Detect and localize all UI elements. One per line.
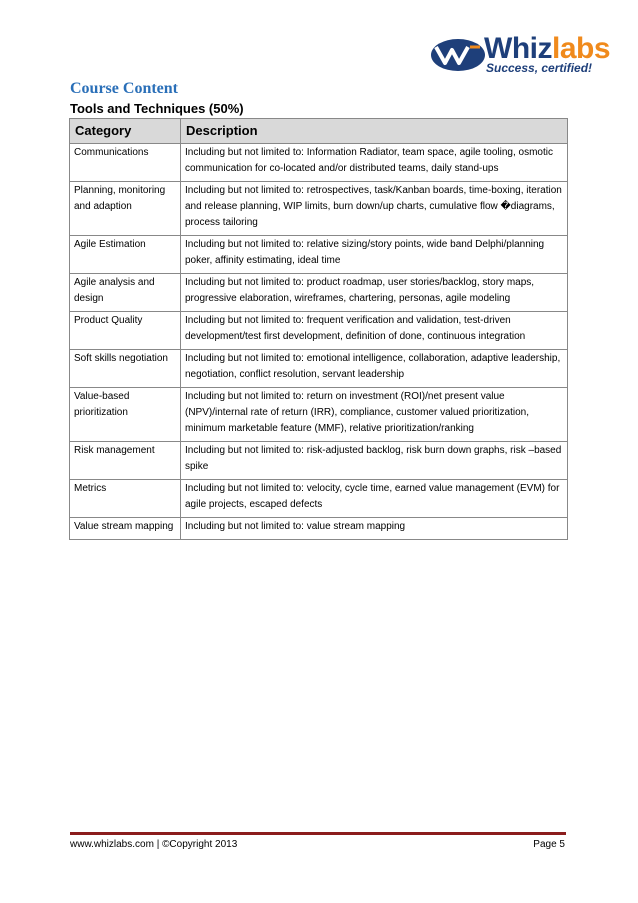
section-title: Tools and Techniques (50%) xyxy=(70,101,244,116)
row-category: Metrics xyxy=(70,480,181,518)
table-row xyxy=(70,182,568,236)
row-category: Soft skills negotiation xyxy=(70,350,181,388)
whizlabs-logo-icon xyxy=(430,38,486,72)
table-row xyxy=(70,312,568,350)
logo-wordmark xyxy=(484,34,610,64)
row-description: Including but not limited to: emotional intelligence, collaboration, adaptive leadership, negotiation, conflict resolution, servant leadership xyxy=(181,350,568,388)
table-row xyxy=(70,388,568,442)
row-description: Including but not limited to: value stream mapping xyxy=(181,518,568,540)
logo-tagline: Success, certified! xyxy=(486,61,593,75)
row-category: Planning, monitoring and adaption xyxy=(70,182,181,236)
table-row xyxy=(70,518,568,540)
content-table xyxy=(69,118,568,540)
row-description: Including but not limited to: risk-adjusted backlog, risk burn down graphs, risk –based spike xyxy=(181,442,568,480)
row-description: Including but not limited to: retrospectives, task/Kanban boards, time-boxing, iteration and release planning, WIP limits, burn down/up charts, cumulative flow �diagrams, process tailoring xyxy=(181,182,568,236)
table-row xyxy=(70,236,568,274)
row-description: Including but not limited to: velocity, cycle time, earned value management (EVM) for agile projects, escaped defects xyxy=(181,480,568,518)
table-header-row xyxy=(70,119,568,144)
table-row xyxy=(70,350,568,388)
row-description: Including but not limited to: product roadmap, user stories/backlog, story maps, progressive elaboration, wireframes, chartering, personas, agile modeling xyxy=(181,274,568,312)
row-description: Including but not limited to: return on investment (ROI)/net present value (NPV)/internal rate of return (IRR), compliance, customer valued prioritization, minimum marketable feature (MMF), relative prioritization/ranking xyxy=(181,388,568,442)
row-description: Including but not limited to: frequent verification and validation, test-driven development/test first development, definition of done, continuous integration xyxy=(181,312,568,350)
footer-divider xyxy=(70,832,566,835)
row-category: Agile analysis and design xyxy=(70,274,181,312)
logo-word-part1: Whiz xyxy=(484,32,552,65)
row-category: Product Quality xyxy=(70,312,181,350)
logo-word-part2: labs xyxy=(551,32,611,65)
row-category: Risk management xyxy=(70,442,181,480)
table-row xyxy=(70,480,568,518)
row-description: Including but not limited to: relative sizing/story points, wide band Delphi/planning poker, affinity estimating, ideal time xyxy=(181,236,568,274)
whizlabs-logo xyxy=(430,34,620,78)
row-category: Value-based prioritization xyxy=(70,388,181,442)
row-description: Including but not limited to: Information Radiator, team space, agile tooling, osmotic communication for co-located and/or distributed teams, daily stand-ups xyxy=(181,144,568,182)
table-row xyxy=(70,442,568,480)
header-description: Description xyxy=(181,119,568,144)
table-row xyxy=(70,274,568,312)
row-category: Agile Estimation xyxy=(70,236,181,274)
footer-copyright: www.whizlabs.com | ©Copyright 2013 xyxy=(70,839,238,850)
row-category: Communications xyxy=(70,144,181,182)
header-category: Category xyxy=(70,119,181,144)
footer-page-number: Page 5 xyxy=(533,839,565,850)
course-content-title: Course Content xyxy=(70,80,178,97)
row-category: Value stream mapping xyxy=(70,518,181,540)
table-row xyxy=(70,144,568,182)
